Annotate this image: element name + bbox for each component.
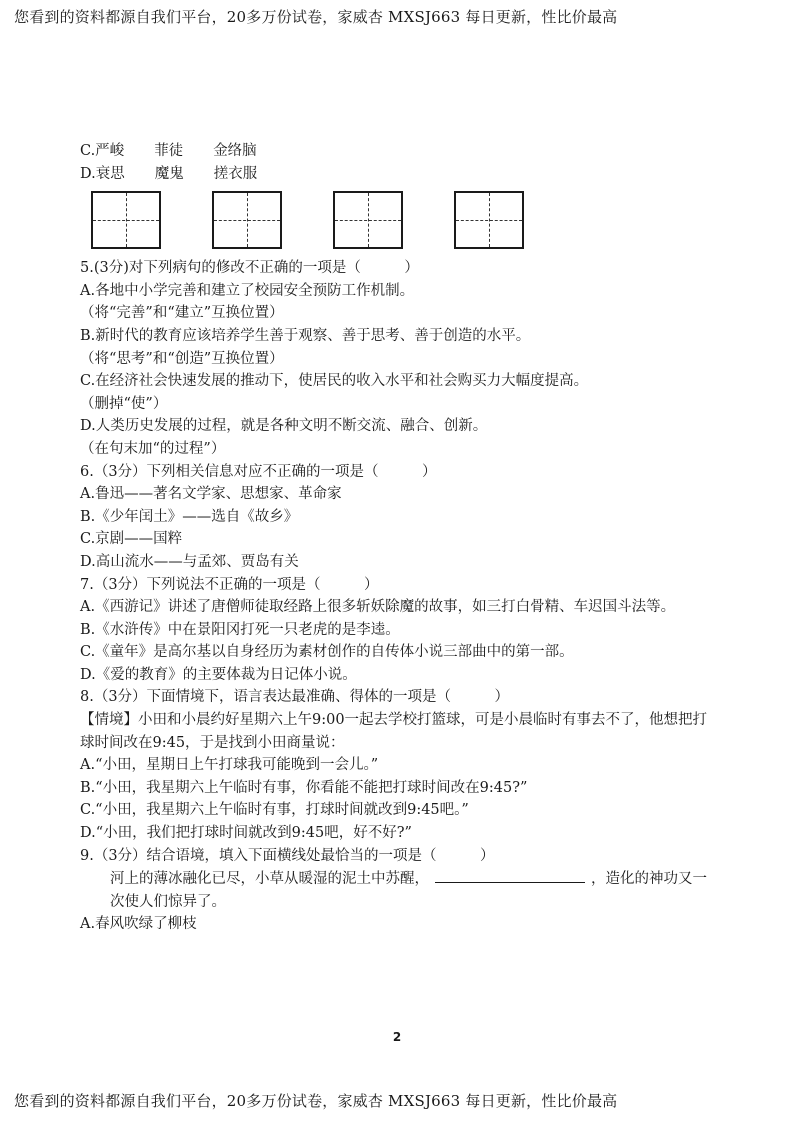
q6-stem: 6.（3分）下列相关信息对应不正确的一项是（ ） [80, 463, 437, 480]
tian-grid-box[interactable] [91, 191, 161, 249]
q5-fix-d: （在句末加“的过程”） [80, 440, 226, 457]
q5-fix-a: （将“完善”和“建立”互换位置） [80, 305, 284, 322]
tian-grid-box[interactable] [454, 191, 524, 249]
q4-option-d: D.衰思 魔鬼 搓衣服 [80, 165, 258, 182]
q7-stem: 7.（3分）下列说法不正确的一项是（ ） [80, 576, 379, 593]
q9-stem: 9.（3分）结合语境，填入下面横线处最恰当的一项是（ ） [80, 847, 495, 864]
q5-option-a: A.各地中小学完善和建立了校园安全预防工作机制。 [80, 282, 415, 299]
footer-banner: 您看到的资料都源自我们平台，20多万份试卷，家威杏 MXSJ663 每日更新，性比价最高 [14, 1092, 618, 1110]
q5-stem: 5.(3分)对下列病句的修改不正确的一项是（ ） [80, 260, 419, 277]
q8-option-d: D.“小田，我们把打球时间就改到9:45吧，好不好?” [80, 825, 412, 842]
q9-passage: 河上的薄冰融化已尽，小草从暖湿的泥土中苏醒， ，造化的神功又一次使人们惊异了。 [80, 867, 720, 913]
q8-option-c: C.“小田，我星期六上午临时有事，打球时间就改到9:45吧。” [80, 802, 469, 819]
q9-option-a: A.春风吹绿了柳枝 [80, 916, 197, 933]
writing-grid [91, 191, 720, 251]
q5-option-d: D.人类历史发展的过程，就是各种文明不断交流、融合、创新。 [80, 418, 488, 435]
exam-content [80, 140, 720, 936]
q5-fix-c: （删掉“使”） [80, 395, 168, 412]
header-banner: 您看到的资料都源自我们平台，20多万份试卷，家威杏 MXSJ663 每日更新，性比价最高 [14, 8, 618, 26]
q7-option-a: A.《西游记》讲述了唐僧师徒取经路上很多斩妖除魔的故事，如三打白骨精、车迟国斗法等。 [80, 599, 676, 616]
q7-option-d: D.《爱的教育》的主要体裁为日记体小说。 [80, 666, 357, 683]
q6-option-b: B.《少年闰土》——选自《故乡》 [80, 508, 299, 525]
q8-option-a: A.“小田，星期日上午打球我可能晚到一会儿。” [80, 757, 379, 774]
q7-option-c: C.《童年》是高尔基以自身经历为素材创作的自传体小说三部曲中的第一部。 [80, 644, 574, 661]
q8-option-b: B.“小田，我星期六上午临时有事，你看能不能把打球时间改在9:45?” [80, 779, 528, 796]
fill-in-blank[interactable] [435, 867, 585, 883]
q5-option-b: B.新时代的教育应该培养学生善于观察、善于思考、善于创造的水平。 [80, 327, 531, 344]
q6-option-d: D.高山流水——与孟郊、贾岛有关 [80, 553, 299, 570]
tian-grid-box[interactable] [212, 191, 282, 249]
q6-option-c: C.京剧——国粹 [80, 531, 183, 548]
tian-grid-box[interactable] [333, 191, 403, 249]
q5-option-c: C.在经济社会快速发展的推动下，使居民的收入水平和社会购买力大幅度提高。 [80, 373, 589, 390]
q6-option-a: A.鲁迅——著名文学家、思想家、革命家 [80, 486, 342, 503]
q8-context: 【情境】小田和小晨约好星期六上午9:00一起去学校打篮球，可是小晨临时有事去不了，他想把打球时间改在9:45，于是找到小田商量说： [80, 712, 708, 751]
q8-stem: 8.（3分）下面情境下，语言表达最准确、得体的一项是（ ） [80, 689, 510, 706]
q4-option-c: C.严峻 菲徒 金络脑 [80, 143, 257, 159]
q7-option-b: B.《水浒传》中在景阳冈打死一只老虎的是李逵。 [80, 621, 400, 638]
page-number: 2 [392, 1030, 402, 1044]
q5-fix-b: （将“思考”和“创造”互换位置） [80, 350, 284, 367]
